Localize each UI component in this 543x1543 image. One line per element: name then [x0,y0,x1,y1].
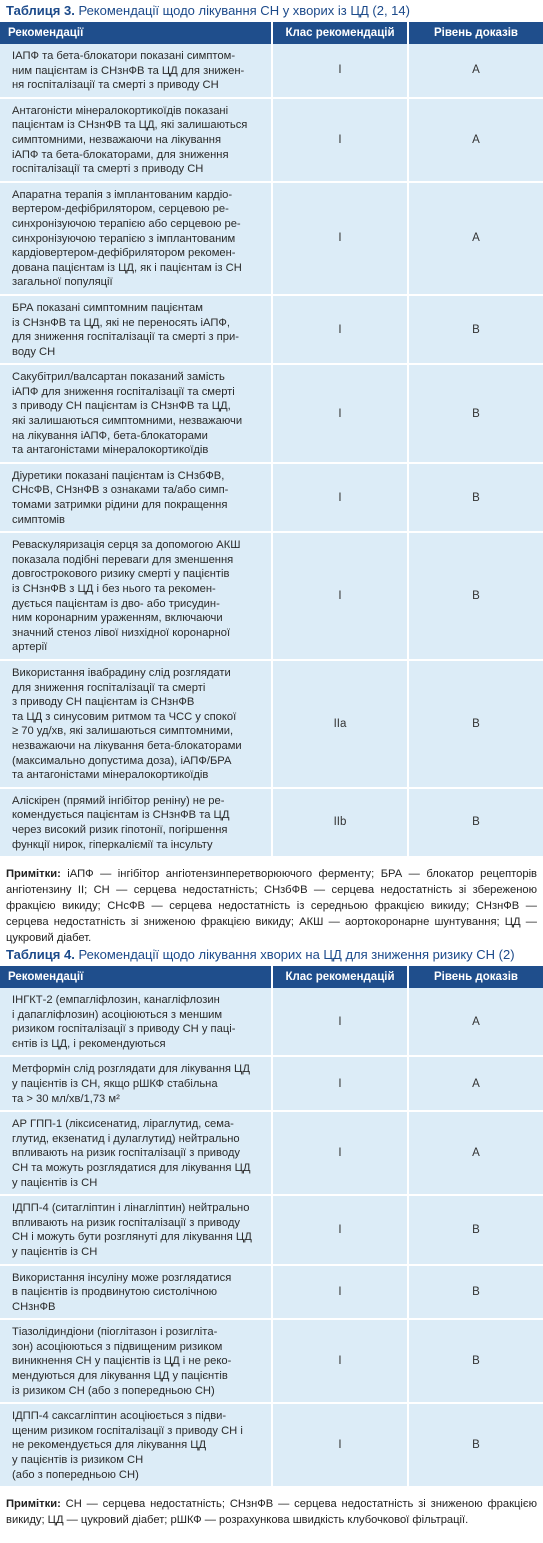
table-4-grid [0,966,543,1488]
level-cell: A [409,1112,543,1196]
class-cell: I [273,1057,409,1112]
class-cell: IIa [273,661,409,789]
notes-label: Примітки: [6,1498,61,1511]
recommendation-cell: ІДПП-4 (ситагліптин і лінагліптин) нейтрально впливають на ризик госпіталізації з приводу СН і можуть бути розглянуті для лікування ЦД у пацієнтів із СН [0,1196,273,1265]
table-4-caption-text: Рекомендації щодо лікування хворих на ЦД для зниження ризику СН (2) [78,947,515,962]
header-level: Рівень доказів [409,22,543,44]
notes-label: Примітки: [6,868,61,881]
class-cell: I [273,1266,409,1321]
level-cell: B [409,1320,543,1404]
class-cell: I [273,99,409,183]
recommendation-cell: АР ГПП-1 (ліксисенатид, ліраглутид, сема- глутид, екзенатид і дулаглутид) нейтрально впливають на ризик госпіталізації з приводу СН та можуть розглядатися для лікування ЦД у пацієнтів із СН [0,1112,273,1196]
recommendation-cell: Апаратна терапія з імплантованим кардіо- вертером-дефібрилятором, серцевою ре- синхронізуючою терапією або серцевою ре- синхронізуючою терапією з імплантованим кардіовертером-дефібрилятором рекомен- дована пацієнтам із ЦД, як і пацієнтам із СН загальної популяції [0,183,273,296]
class-cell: I [273,44,409,99]
header-class: Клас рекомендацій [273,966,409,988]
table-4-caption [0,944,543,966]
level-cell: A [409,1057,543,1112]
level-cell: B [409,661,543,789]
table-3-caption [0,0,543,22]
class-cell: I [273,296,409,365]
class-cell: I [273,1112,409,1196]
class-cell: I [273,365,409,464]
recommendation-cell: Використання інсуліну може розглядатися в пацієнтів із продвинутою систолічною СНзнФВ [0,1266,273,1321]
header-level: Рівень доказів [409,966,543,988]
header-recommendations: Рекомендації [0,966,273,988]
recommendation-cell: БРА показані симптомним пацієнтам із СНзнФВ та ЦД, які не переносять іАПФ, для зниження госпіталізації та смерті з при- воду СН [0,296,273,365]
class-cell: I [273,1404,409,1488]
level-cell: A [409,99,543,183]
class-cell: I [273,1196,409,1265]
level-cell: A [409,988,543,1057]
recommendation-cell: Використання івабрадину слід розглядати для зниження госпіталізації та смерті з приводу СН пацієнтам із СНзнФВ та ЦД з синусовим ритмом та ЧСС у спокої ≥ 70 уд/хв, які залишаються симптомними, незважаючи на лікування бета-блокаторами (максимально допустима доза), іАПФ/БРА та антагоністами мінералокортикоїдів [0,661,273,789]
recommendation-cell: Реваскуляризація серця за допомогою АКШ показала подібні переваги для зменшення довгострокового ризику смерті у пацієнтів із СНзнФВ з ЦД і без нього та рекомен- дується пацієнтам із дво- або трисудин- ним коронарним ураженням, включаючи значний стеноз лівої низхідної коронарної артерії [0,533,273,661]
level-cell: B [409,789,543,858]
level-cell: B [409,365,543,464]
recommendation-cell: ІНГКТ-2 (емпагліфлозин, канагліфлозин і дапагліфлозин) асоціюються з меншим ризиком госпіталізації з приводу СН у паці- єнтів із ЦД, і рекомендуються [0,988,273,1057]
recommendation-cell: Сакубітрил/валсартан показаний замість іАПФ для зниження госпіталізації та смерті з приводу СН пацієнтам із СНзнФВ та ЦД, які залишаються симптомними, незважаючи на лікування іАПФ, бета-блокаторами та антагоністами мінералокортикоїдів [0,365,273,464]
table-4-notes [0,1488,543,1528]
notes-text: іАПФ — інгібітор ангіотензинперетворюючого ферменту; БРА — блокатор рецепторів ангіотензину II; СН — серцева недостатність; СНзбФВ — серцева недостатність зі збереженою фракцією викиду; СНсФВ — серцева недостатність із середньою фракцією викиду; СНзнФВ — серцева недостатність зі зниженою фракцією викиду; АКШ — аортокоронарне шунтування; ЦД — цукровий діабет. [6,868,537,945]
header-recommendations: Рекомендації [0,22,273,44]
class-cell: I [273,533,409,661]
recommendation-cell: Аліскірен (прямий інгібітор реніну) не ре- комендується пацієнтам із СНзнФВ та ЦД через високий ризик гіпотонії, погіршення функції нирок, гіперкаліємії та інсульту [0,789,273,858]
level-cell: B [409,464,543,533]
class-cell: I [273,464,409,533]
level-cell: B [409,1404,543,1488]
table-4 [0,944,543,1528]
class-cell: I [273,1320,409,1404]
level-cell: B [409,296,543,365]
class-cell: IIb [273,789,409,858]
level-cell: B [409,1266,543,1321]
table-3-caption-label: Таблиця 3. [6,3,75,18]
recommendation-cell: ІДПП-4 саксагліптин асоціюється з підви- щеним ризиком госпіталізації з приводу СН і не рекомендується для лікування ЦД у пацієнтів із ризиком СН (або з попередньою СН) [0,1404,273,1488]
table-4-caption-label: Таблиця 4. [6,947,75,962]
level-cell: B [409,1196,543,1265]
header-class: Клас рекомендацій [273,22,409,44]
class-cell: I [273,988,409,1057]
table-3-grid [0,22,543,858]
notes-text: СН — серцева недостатність; СНзнФВ — серцева недостатність зі зниженою фракцією викиду; ЦД — цукровий діабет; рШКФ — розрахункова швидкість клубочкової фільтрації. [6,1498,538,1527]
class-cell: I [273,183,409,296]
table-3-caption-text: Рекомендації щодо лікування СН у хворих із ЦД (2, 14) [78,3,410,18]
level-cell: A [409,44,543,99]
level-cell: B [409,533,543,661]
level-cell: A [409,183,543,296]
recommendation-cell: Діуретики показані пацієнтам із СНзбФВ, СНсФВ, СНзнФВ з ознаками та/або симп- томами затримки рідини для покращення симптомів [0,464,273,533]
recommendation-cell: Антагоністи мінералокортикоїдів показані пацієнтам із СНзнФВ та ЦД, які залишаються симптомними, незважаючи на лікування іАПФ та бета-блокаторами, для зниження госпіталізації та смерті з приводу СН [0,99,273,183]
recommendation-cell: Метформін слід розглядати для лікування ЦД у пацієнтів із СН, якщо рШКФ стабільна та > 30 мл/хв/1,73 м² [0,1057,273,1112]
table-3-notes [0,858,543,946]
recommendation-cell: Тіазолідиндіони (піоглітазон і розиглітa- зон) асоціюються з підвищеним ризиком виникнення СН у пацієнтів із ЦД і не реко- мендуються для лікування ЦД у пацієнтів із ризиком СН (або з попередньою СН) [0,1320,273,1404]
recommendation-cell: ІАПФ та бета-блокатори показані симптом- ним пацієнтам із СНзнФВ та ЦД для знижен- ня госпіталізації та смерті з приводу СН [0,44,273,99]
